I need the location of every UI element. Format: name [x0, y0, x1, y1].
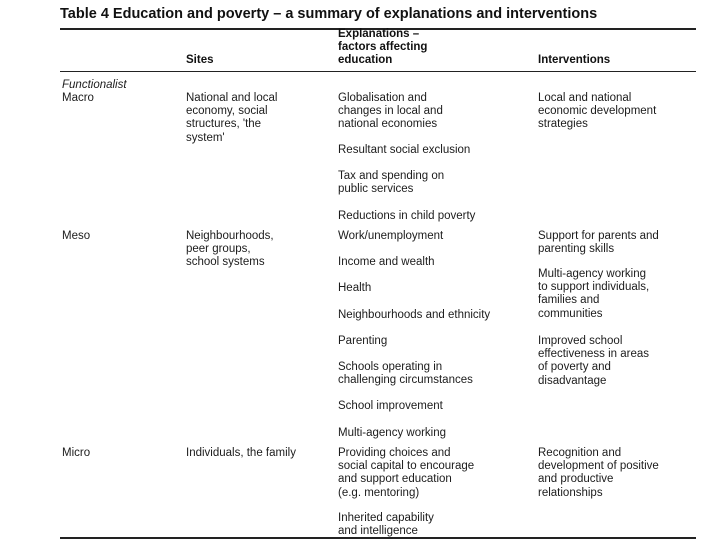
explanation-item: Resultant social exclusion — [338, 144, 471, 156]
explanation-item: Work/unemployment — [338, 230, 444, 242]
row-level-meso: Meso — [62, 230, 91, 242]
explanation-item: Parenting — [338, 335, 388, 347]
sites-micro: Individuals, the family — [186, 447, 296, 459]
table-caption — [60, 6, 597, 22]
header-sites: Sites — [186, 54, 214, 66]
caption-title: Education and poverty – a summary of explanations and interventions — [112, 6, 598, 22]
group-label: Functionalist — [62, 79, 127, 91]
header-rule — [60, 71, 696, 72]
sites-meso: Neighbourhoods, peer groups, school systems — [186, 230, 274, 269]
sites-macro: National and local economy, social structures, 'the system' — [186, 92, 278, 144]
explanation-item: Income and wealth — [338, 256, 435, 268]
intervention-item: Support for parents and parenting skills — [538, 230, 659, 256]
intervention-item: Local and national economic development strategies — [538, 92, 657, 131]
explanation-item: Multi-agency working — [338, 427, 447, 439]
explanation-item: Schools operating in challenging circumstances — [338, 361, 473, 387]
explanation-item: Tax and spending on public services — [338, 170, 445, 196]
explanation-item: Inherited capability and intelligence — [338, 512, 434, 538]
header-interventions: Interventions — [538, 54, 611, 66]
explanation-item: School improvement — [338, 400, 443, 412]
bottom-rule — [60, 537, 696, 539]
row-level-macro: Macro — [62, 92, 94, 104]
explanation-item: Neighbourhoods and ethnicity — [338, 309, 491, 321]
intervention-item: Multi-agency working to support individuals, families and communities — [538, 268, 650, 320]
caption-number: Table 4 — [60, 6, 109, 22]
explanation-item: Globalisation and changes in local and national economies — [338, 92, 443, 131]
explanation-item: Health — [338, 282, 372, 294]
header-explanations: Explanations – factors affecting education — [338, 28, 428, 67]
intervention-item: Improved school effectiveness in areas of poverty and disadvantage — [538, 335, 650, 387]
explanation-item: Reductions in child poverty — [338, 210, 476, 222]
row-level-micro: Micro — [62, 447, 91, 459]
intervention-item: Recognition and development of positive and productive relationships — [538, 447, 659, 499]
explanation-item: Providing choices and social capital to encourage and support education (e.g. mentoring) — [338, 447, 475, 499]
